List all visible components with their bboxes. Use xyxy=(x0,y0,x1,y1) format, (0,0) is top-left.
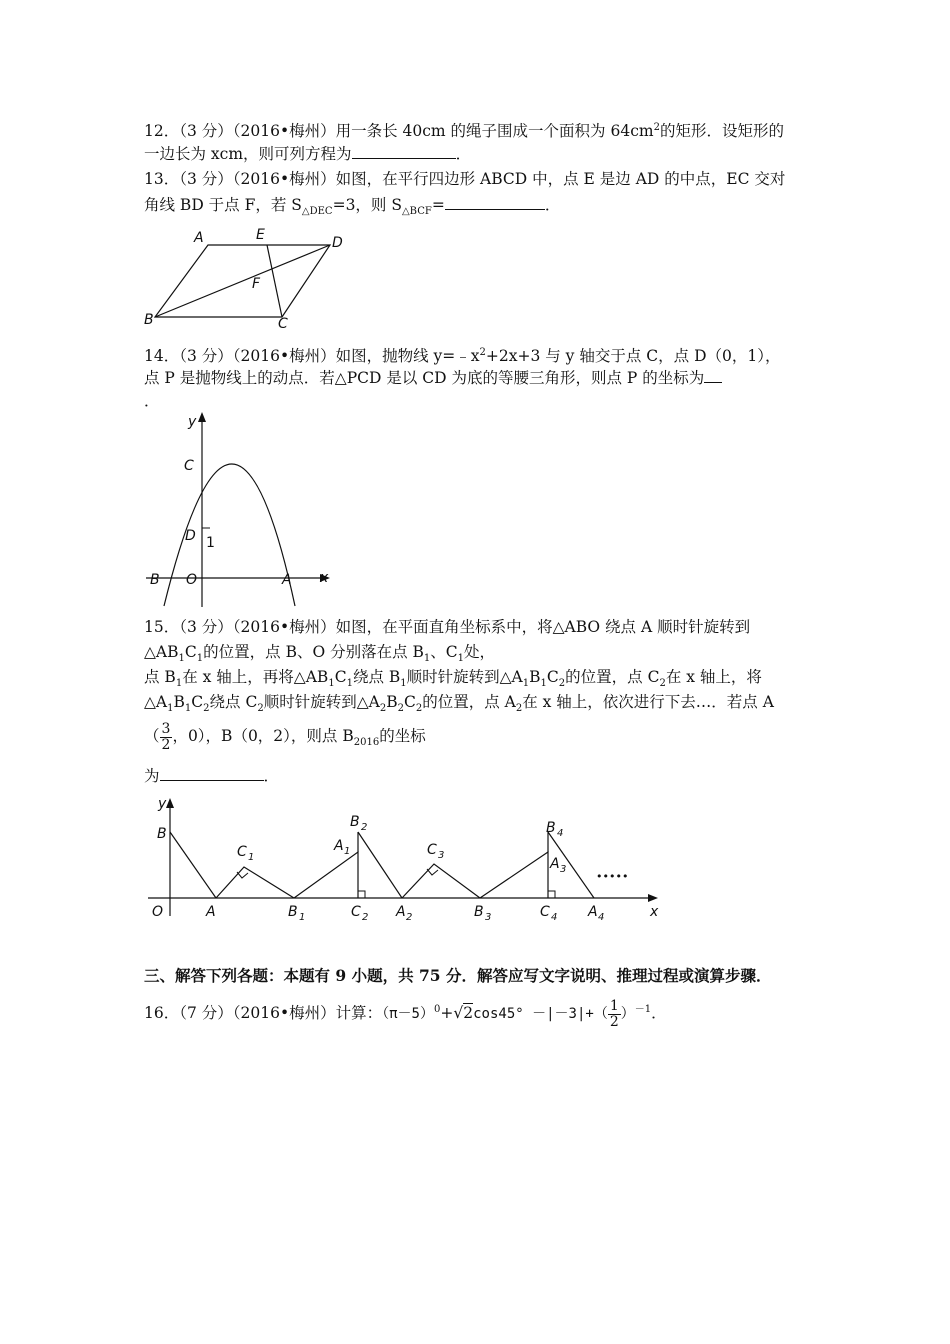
svg-text:2: 2 xyxy=(362,912,369,922)
svg-text:3: 3 xyxy=(485,912,492,922)
answer-blank[interactable] xyxy=(352,143,456,159)
label-A4: A xyxy=(588,904,598,920)
label-B: B xyxy=(144,312,154,328)
label-F: F xyxy=(252,276,261,292)
sqrt-symbol: √2 xyxy=(453,1004,474,1023)
q15-line3: 点 $B_1$在 x 轴上，再将$\triangle AB_1C_1$绕点 $B_1$顺时针旋转到$\triangle A_1B_1C_2$的位置，点 $C_2$在 x 轴上，将 xyxy=(144,668,762,690)
parabola-figure xyxy=(142,410,337,610)
q12-line1: 12．（3 分）（2016•梅州）用一条长 40cm 的绳子围成一个面积为 $64cm^2$的矩形．设矩形的 xyxy=(144,122,784,141)
label-D: D xyxy=(185,528,196,544)
label-D: D xyxy=(332,235,343,251)
label-A1: A xyxy=(334,838,344,854)
q13-line2: 角线 BD 于点 F，若 $S_{\triangle DEC}=3$，则 $S_{\triangle BCF}=$ ． xyxy=(144,196,561,218)
label-1: 1 xyxy=(206,535,215,551)
label-A: A xyxy=(194,230,204,246)
label-A: A xyxy=(206,904,216,920)
x-axis-arrow xyxy=(648,894,658,902)
q14-line2: 点 P 是抛物线上的动点．若△PCD 是以 CD 为底的等腰三角形，则点 P 的坐标为 xyxy=(144,367,722,389)
svg-text:2: 2 xyxy=(406,912,413,922)
section3-title: 三、解答下列各题：本题有 9 小题，共 75 分．解答应写文字说明、推理过程或演算步骤． xyxy=(144,966,772,985)
label-A: A xyxy=(282,572,292,588)
label-x: x xyxy=(650,904,659,920)
label-A2: A xyxy=(396,904,406,920)
q15-line2: $\triangle AB_1C_1$的位置，点 B、O 分别落在点 $B_1$、$C_1$处， xyxy=(144,643,496,665)
q15-line4: $\triangle A_1B_1C_2$绕点 $C_2$顺时针旋转到$\triangle A_2B_2C_2$的位置，点 $A_2$在 x 轴上，依次进行下去…．若点 A xyxy=(144,693,774,715)
label-B3: B xyxy=(474,904,484,920)
svg-text:4: 4 xyxy=(551,912,558,922)
label-O: O xyxy=(186,572,198,588)
y-axis-arrow xyxy=(166,798,174,808)
q15-line5: （ $\frac{3}{2}$ ，0），B（0，2），则点 $B_{2016}$的坐标 xyxy=(144,720,426,753)
q14-line1: 14．（3 分）（2016•梅州）如图，抛物线 $y=﹣x^2+2x+3$ 与 y 轴交于点 C，点 D（0，1）， xyxy=(144,347,781,366)
label-E: E xyxy=(256,227,265,243)
q12-line2: 一边长为 xcm，则可列方程为 ． xyxy=(144,145,472,163)
label-A3: A xyxy=(550,856,560,872)
label-C: C xyxy=(184,458,194,474)
label-B: B xyxy=(150,572,160,588)
label-y: y xyxy=(158,796,167,812)
q14-line3: ． xyxy=(144,392,160,410)
fraction-1-2: $\frac{1}{2}$ xyxy=(609,997,619,1030)
svg-text:1: 1 xyxy=(344,846,351,857)
parabola-curve xyxy=(164,464,295,606)
segment-ec xyxy=(267,245,282,317)
fraction-3-2: $\frac{3}{2}$ xyxy=(161,720,171,753)
label-B: B xyxy=(157,826,167,842)
svg-text:4: 4 xyxy=(557,828,564,839)
svg-text:4: 4 xyxy=(598,912,605,922)
label-x: x xyxy=(320,570,329,586)
label-B1: B xyxy=(288,904,298,920)
svg-text:1: 1 xyxy=(248,852,255,863)
answer-blank[interactable] xyxy=(445,194,545,210)
label-C: C xyxy=(278,316,288,330)
svg-text:3: 3 xyxy=(438,850,445,861)
y-axis-arrow xyxy=(198,412,206,422)
parallelogram-figure xyxy=(140,222,350,330)
answer-blank[interactable] xyxy=(704,367,722,383)
label-B4: B xyxy=(546,820,556,836)
q16-line: 16．（7 分）（2016•梅州）计算：$(\pi-5)^0+√2\cos 45^\circ -|-3|+$（ $\frac{1}{2}$ ）$^{-1}$． xyxy=(144,997,667,1030)
ellipsis-dots: ••••• xyxy=(596,870,629,883)
label-B2: B xyxy=(350,814,360,830)
svg-text:2: 2 xyxy=(361,822,368,833)
rotation-figure xyxy=(144,792,664,922)
label-y: y xyxy=(188,414,197,430)
answer-blank[interactable] xyxy=(160,765,264,781)
q15-line6: 为 ． xyxy=(144,767,280,785)
label-C2: C xyxy=(351,904,361,920)
svg-text:3: 3 xyxy=(560,864,567,875)
label-O: O xyxy=(152,904,164,920)
q13-line1: 13．（3 分）（2016•梅州）如图，在平行四边形 ABCD 中，点 E 是边 AD 的中点，EC 交对 xyxy=(144,170,786,188)
label-C3: C xyxy=(427,842,437,858)
q15-line1: 15．（3 分）（2016•梅州）如图，在平面直角坐标系中，将△ABO 绕点 A 顺时针旋转到 xyxy=(144,618,751,636)
svg-text:1: 1 xyxy=(299,912,306,922)
label-C1: C xyxy=(237,844,247,860)
label-C4: C xyxy=(540,904,550,920)
